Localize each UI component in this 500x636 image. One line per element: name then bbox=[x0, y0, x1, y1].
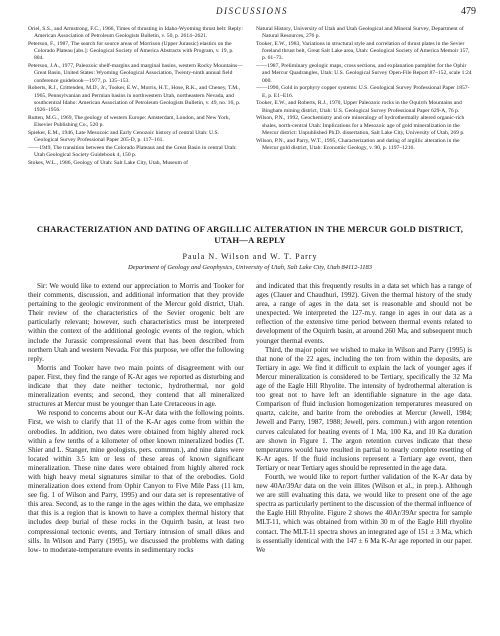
body-paragraph: Fourth, we would like to report further validation of the K-Ar data by new 40Ar/39Ar data on the vein illites (Wilson et al., in prep.). Although we are still evaluating this data, we would like to present one of the age spectra as particularly pertinent to the discussion of the thermal influence of the Eagle Hill Rhyolite. Figure 2 shows the 40Ar/39Ar spectra for sample MLT-11, which was obtained from within 30 m of the Eagle Hill rhyolite contact. The MLT-11 spectra shows an integrated age of 151 ± 3 Ma, which is essentially identical with the 147 ± 6 Ma K-Ar age reported in our paper. We bbox=[256, 472, 472, 554]
reference-entry: ——1990, Gold in porphyry copper systems: U.S. Geological Survey Professional Paper 1857-E, p. E1–E16. bbox=[256, 85, 470, 99]
body-right-column bbox=[256, 282, 472, 632]
reference-entry: ——1987, Preliminary geologic maps, cross sections, and explanation pamphlet for the Ophir and Mercur Quadrangles, Utah: U.S. Geological Survey Open-File Report 87–152, scale 1:24 000. bbox=[256, 63, 472, 84]
reference-entry: Tooker, E.W., and Roberts, R.J., 1970, Upper Paleozoic rocks in the Oquirrh Mountains and Bingham mining district, Utah: U.S. Geological Survey Professional Paper 629-A, 76 p. bbox=[256, 100, 462, 114]
body-left-column bbox=[28, 282, 244, 632]
page-number: 479 bbox=[461, 6, 476, 17]
reference-entry: Oriel, S.S., and Armstrong, F.C., 1966, Times of thrusting in Idaho-Wyoming thrust belt: Reply: American Association of Petroleum Geologists Bulletin, v. 50, p. 2614–2621. bbox=[28, 26, 243, 40]
reference-entry: Rutten, M.G., 1969, The geology of western Europe: Amsterdam, London, and New York, Elsevier Publishing Co., 520 p. bbox=[28, 114, 231, 129]
reference-entry: Tooker, E.W., 1983, Variations in structural style and correlation of thrust plates in the Sevier foreland thrust belt, Great Salt Lake area, Utah: Geological Society of America Memoir 157, p. 61–73. bbox=[256, 41, 470, 62]
section-title: DISCUSSIONS bbox=[216, 6, 288, 16]
reference-entry: ——1949, The transition between the Colorado Plateaus and the Great Basin in central Utah: Utah Geological Society Guidebook 4, 150 p. bbox=[28, 144, 237, 159]
reference-entry: Peterson, J.A., 1977, Paleozoic shelf-margins and marginal basins, western Rocky Mountains—Great Basin, United States: Wyoming Geological Association, Twenty-ninth annual field conference guidebook—1977, p. 135–153. bbox=[28, 63, 243, 84]
reference-entry: Roberts, R.J., Crittenden, M.D., Jr., Tooker, E.W., Morris, H.T., Hose, R.K., and Cheney, T.M., 1965, Pennsylvanian and Permian basins in northwestern Utah, northeastern Nevada, and southcentral Idaho: American Association of Petroleum Geologists Bulletin, v. 49, no. 16, p. 1926–1956. bbox=[28, 85, 241, 114]
running-header bbox=[28, 6, 476, 20]
body-paragraph: Third, the major point we wished to make in Wilson and Parry (1995) is that none of the 22 ages, including the ten from within the deposits, are Tertiary in age. We find it difficult to explain the lack of younger ages if Mercur mineralization is considered to be Tertiary, specifically the 32 Ma age of the Eagle Hill Rhyolite. The intensity of hydrothermal alteration is too great not to have left an identifiable signature in the age data. Comparison of fluid inclusion homogenization temperatures measured on quartz, calcite, and barite from the orebodies at Mercur (Jewell, 1984; Jewell and Parry, 1987, 1988; Jewell, pers. commun.) with argon retention curves calculated for heating events of 1 Ma, 100 Ka, and 10 Ka duration are shown in Figure 1. The argon retention curves indicate that these temperatures would have resulted in partial to nearly complete resetting of K-Ar ages. If the fluid inclusions represent a Tertiary age event, then Tertiary or near Tertiary ages should be represented in the age data. bbox=[256, 345, 472, 472]
article-authors: Paula N. Wilson and W. T. Parry bbox=[182, 252, 318, 261]
reference-entry: Natural History, University of Utah and Utah Geological and Mineral Survey, Department of Natural Resources, 276 p. bbox=[256, 26, 464, 40]
article-body bbox=[28, 282, 472, 632]
body-paragraph: We respond to concerns about our K-Ar data with the following points. First, we wish to clarify that 11 of the K-Ar ages come from within the orebodies. In addition, two dates were obtained from highly altered rock within a few tenths of a kilometer of other known mineralized bodies (T. Shier and L. Stanger, mine geologists, pers. commun.), and nine dates were located within 3.5 km or less of these areas of known significant mineralization. These nine dates were obtained from highly altered rock with high heavy metal signatures similar to that of the orebodies. Gold mineralization does extend from Ophir Canyon to Five Mile Pass (11 km, see fig. 1 of Wilson and Parry, 1995) and our data set is representative of this area. Second, as to the range in the ages within the data, we emphasize that this is a region that is known to have a complex thermal history that includes deep burial of these rocks in the Oquirrh basin, at least two compressional tectonic events, and Tertiary intrusion of small dikes and sills. In Wilson and Parry (1995), we discussed the problems with dating low- to moderate-temperature events in sedimentary rocks bbox=[28, 409, 244, 554]
body-paragraph: and indicated that this frequently results in a data set which has a range of ages (Clauer and Chaudhuri, 1992). Given the thermal history of the study area, a range of ages in the data set is reasonable and should not be unexpected. We interpreted the 127-m.y. range in ages in our data as a reflection of the extensive time period between thermal events related to development of the Oquirrh basin, at around 260 Ma, and subsequent much younger thermal events. bbox=[256, 282, 472, 345]
author-affiliation: Department of Geology and Geophysics, University of Utah, Salt Lake City, Utah 84112-1183 bbox=[127, 264, 373, 271]
references-left-column bbox=[28, 26, 244, 218]
reference-entry: Wilson, P.N., 1992, Geochemistry and ore mineralogy of hydrothermally altered organic-rich shales, north-central Utah: Implications for a Mesozoic age of gold mineralization in the Mercur district: Unpublished Ph.D. dissertation, Salt Lake City, University of Utah, 269 p. bbox=[256, 115, 465, 136]
references-continued bbox=[28, 26, 472, 218]
references-right-column bbox=[256, 26, 472, 218]
body-paragraph: Sir: We would like to extend our appreciation to Morris and Tooker for their comments, discussion, and additional information that they provide pertaining to the geologic environment of the Mercur gold district, Utah. Their review of the characteristics of the Sevier orogenic belt are particularly relevant; however, such characteristics must be interpreted within the context of the additional geologic events of the region, which include the Jurassic compressional event that has been described from northern Utah and western Nevada. For this purpose, we offer the following reply. bbox=[28, 282, 244, 363]
reference-entry: Wilson, P.N., and Parry, W.T., 1995, Characterization and dating of argillic alteration in the Mercur gold district, Utah: Economic Geology, v. 90, p. 1197–1216. bbox=[256, 137, 460, 151]
body-paragraph: Morris and Tooker have two main points of disagreement with our paper. First, they find the range of K-Ar ages we reported as disturbing and indicate that they date neither tectonic, hydrothermal, nor gold mineralization events; and second, they contend that all mineralized structures at Mercur must be younger than Late Cretaceous in age. bbox=[28, 363, 244, 409]
reference-entry: Stokes, W.L., 1986, Geology of Utah: Salt Lake City, Utah, Museum of bbox=[28, 159, 188, 166]
article-title: CHARACTERIZATION AND DATING OF ARGILLIC ALTERATION IN THE MERCUR GOLD DISTRICT, UTAH—A REPLY bbox=[36, 224, 464, 245]
reference-entry: Peterson, F., 1987, The search for source areas of Morrison (Upper Jurassic) elastics on the Colorado Plateau [abs.]: Geological Society of America Abstracts with Program, v. 19, p. 804. bbox=[28, 41, 234, 62]
reference-entry: Spieker, E.M., 1946, Late Mesozoic and Early Cenozoic history of central Utah: U.S. Geological Survey Professional Paper 205-D, p. 117–161. bbox=[28, 129, 220, 144]
article-title-block bbox=[28, 224, 472, 271]
